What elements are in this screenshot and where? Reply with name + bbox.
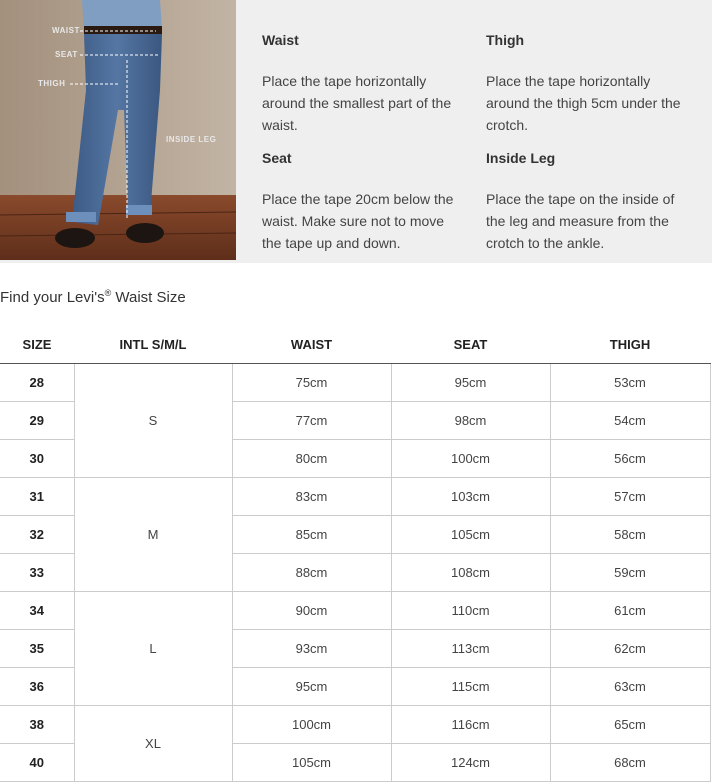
size-cell: 38 (0, 706, 74, 744)
thigh-cell: 65cm (550, 706, 710, 744)
intl-size-cell: XL (74, 706, 232, 782)
waist-cell: 75cm (232, 364, 391, 402)
size-cell: 31 (0, 478, 74, 516)
size-cell: 34 (0, 592, 74, 630)
table-body (0, 364, 710, 782)
thigh-instruction-title: Thigh (486, 32, 525, 48)
intl-size-cell: S (74, 364, 232, 478)
size-cell: 30 (0, 440, 74, 478)
seat-cell: 110cm (391, 592, 550, 630)
size-cell: 28 (0, 364, 74, 402)
waist-cell: 93cm (232, 630, 391, 668)
thigh-cell: 63cm (550, 668, 710, 706)
seat-cell: 124cm (391, 744, 550, 782)
waist-cell: 85cm (232, 516, 391, 554)
seat-cell: 108cm (391, 554, 550, 592)
seat-cell: 103cm (391, 478, 550, 516)
thigh-cell: 54cm (550, 402, 710, 440)
seat-cell: 115cm (391, 668, 550, 706)
intl-size-cell: L (74, 592, 232, 706)
header-intl: INTL S/M/L (74, 325, 232, 364)
header-waist: WAIST (232, 325, 391, 364)
thigh-cell: 57cm (550, 478, 710, 516)
thigh-cell: 68cm (550, 744, 710, 782)
seat-cell: 95cm (391, 364, 550, 402)
measurement-guide (0, 0, 712, 263)
thigh-cell: 61cm (550, 592, 710, 630)
waist-cell: 83cm (232, 478, 391, 516)
waist-instruction-text: Place the tape horizontally around the smallest part of the waist. (262, 73, 452, 133)
size-cell: 29 (0, 402, 74, 440)
seat-cell: 98cm (391, 402, 550, 440)
seat-cell: 105cm (391, 516, 550, 554)
heading-text: Find your Levi's (0, 289, 105, 306)
size-cell: 35 (0, 630, 74, 668)
header-size: SIZE (0, 325, 74, 364)
inside-leg-photo-label: INSIDE LEG (166, 135, 217, 144)
waist-instruction (262, 32, 467, 136)
size-cell: 32 (0, 516, 74, 554)
size-cell: 40 (0, 744, 74, 782)
size-cell: 36 (0, 668, 74, 706)
thigh-cell: 53cm (550, 364, 710, 402)
waist-cell: 90cm (232, 592, 391, 630)
seat-cell: 113cm (391, 630, 550, 668)
inside-leg-instruction (486, 150, 691, 254)
seat-photo-label: SEAT (55, 50, 78, 59)
thigh-photo-label: THIGH (38, 79, 66, 88)
size-chart-heading (0, 288, 186, 306)
thigh-cell: 58cm (550, 516, 710, 554)
seat-cell: 116cm (391, 706, 550, 744)
seat-instruction-text: Place the tape 20cm below the waist. Make sure not to move the tape up and down. (262, 191, 454, 251)
waist-size-table (0, 325, 711, 782)
registered-mark: ® (104, 288, 112, 298)
waist-cell: 77cm (232, 402, 391, 440)
waist-cell: 88cm (232, 554, 391, 592)
thigh-cell: 62cm (550, 630, 710, 668)
intl-size-cell: M (74, 478, 232, 592)
table-row (0, 478, 710, 516)
heading-suffix: Waist Size (111, 289, 186, 306)
table-row (0, 592, 710, 630)
jeans-measurement-photo (0, 0, 236, 260)
table-header-row (0, 325, 710, 364)
waist-cell: 100cm (232, 706, 391, 744)
table-row (0, 706, 710, 744)
waist-cell: 105cm (232, 744, 391, 782)
header-thigh: THIGH (550, 325, 710, 364)
inside-leg-instruction-text: Place the tape on the inside of the leg and measure from the crotch to the ankle. (486, 191, 675, 251)
thigh-cell: 59cm (550, 554, 710, 592)
waist-cell: 80cm (232, 440, 391, 478)
seat-cell: 100cm (391, 440, 550, 478)
thigh-instruction (486, 32, 691, 136)
waist-instruction-title: Waist (262, 32, 299, 48)
table-row (0, 364, 710, 402)
header-seat: SEAT (391, 325, 550, 364)
waist-cell: 95cm (232, 668, 391, 706)
waist-photo-label: WAIST (52, 26, 80, 35)
jeans-illustration (0, 0, 236, 260)
thigh-cell: 56cm (550, 440, 710, 478)
seat-instruction-title: Seat (262, 150, 292, 166)
size-cell: 33 (0, 554, 74, 592)
thigh-instruction-text: Place the tape horizontally around the thigh 5cm under the crotch. (486, 73, 681, 133)
seat-instruction (262, 150, 467, 254)
inside-leg-instruction-title: Inside Leg (486, 150, 556, 166)
